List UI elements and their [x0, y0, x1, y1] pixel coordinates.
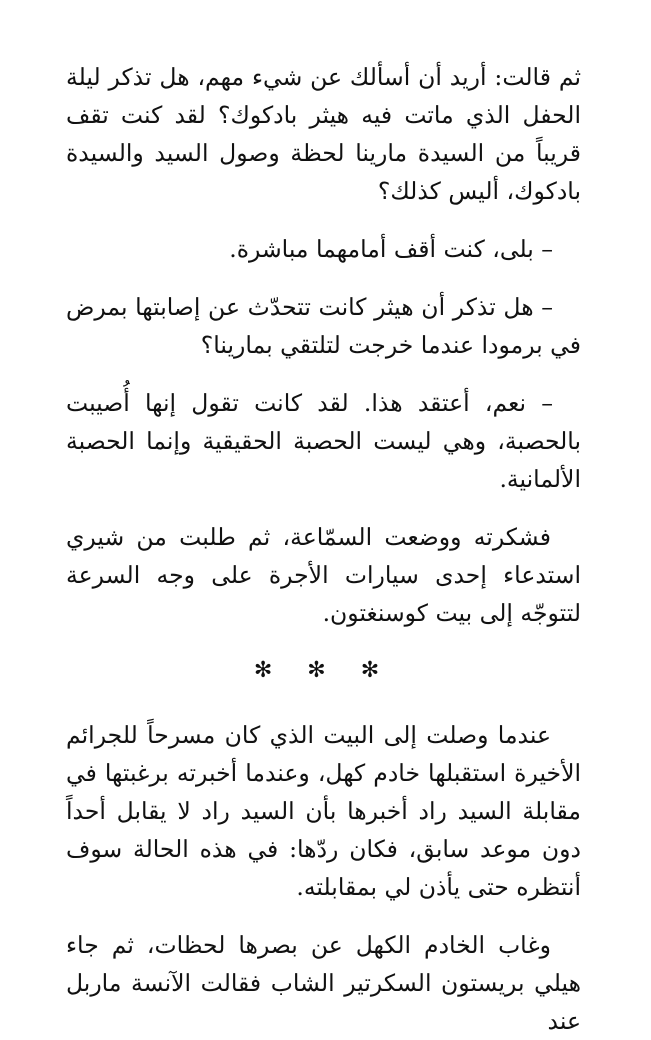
paragraph-secretary: وغاب الخادم الكهل عن بصرها لحظات، ثم جاء هيلي بريستون السكرتير الشاب فقالت الآنسة ماربل عند	[66, 931, 581, 1035]
paragraph-phone-question: ثم قالت: أريد أن أسألك عن شيء مهم، هل تذكر ليلة الحفل الذي ماتت فيه هيثر بادكوك؟ لقد كنت تقف قريباً من السيدة مارينا لحظة وصول السيد والسيدة بادكوك، أليس كذلك؟	[66, 63, 581, 205]
paragraph-arrival: عندما وصلت إلى البيت الذي كان مسرحاً للجرائم الأخيرة استقبلها خادم كهل، وعندما أخبرته برغبتها في مقابلة السيد راد أخبرها بأن السيد راد لا يقابل أحداً دون موعد سابق، فكان ردّها: في هذه الحالة سوف أنتظره حتى يأذن لي بمقابلته.	[66, 721, 581, 901]
dialogue-line-3: – نعم، أعتقد هذا. لقد كانت تقول إنها أُصيبت بالحصبة، وهي ليست الحصبة الحقيقية وإنما الحصبة الألمانية.	[66, 389, 581, 493]
dialogue-line-2: – هل تذكر أن هيثر كانت تتحدّث عن إصابتها بمرض في برمودا عندما خرجت لتلتقي بمارينا؟	[66, 293, 581, 359]
paragraph-thanks: فشكرته ووضعت السمّاعة، ثم طلبت من شيري استدعاء إحدى سيارات الأجرة على وجه السرعة لتتوجّه إلى بيت كوسنغتون.	[66, 523, 581, 627]
dialogue-line-1: – بلى، كنت أقف أمامهما مباشرة.	[229, 235, 553, 263]
section-separator: ✻ ✻ ✻	[253, 658, 394, 683]
